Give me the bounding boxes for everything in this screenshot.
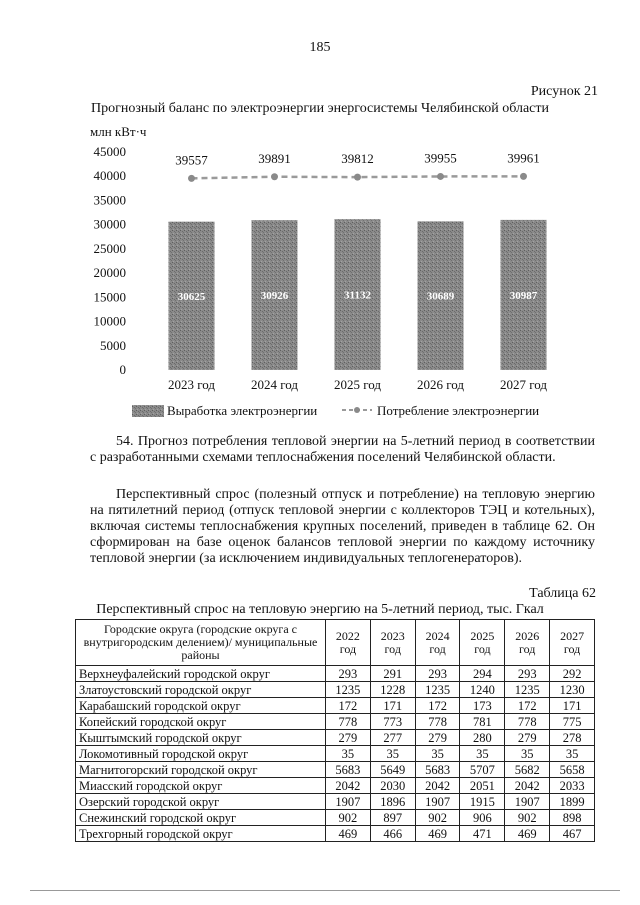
table-body (76, 666, 595, 842)
row-name: Верхнеуфалейский городской округ (76, 666, 326, 682)
y-tick-label: 25000 (93, 240, 126, 256)
bar-value-label: 31132 (344, 289, 371, 302)
table-row (76, 762, 595, 778)
y-tick-label: 10000 (93, 313, 126, 329)
row-value: 781 (460, 714, 505, 730)
y-tick-label: 15000 (93, 289, 126, 305)
row-value: 1235 (326, 682, 371, 698)
row-value: 5658 (550, 762, 595, 778)
row-value: 5649 (370, 762, 415, 778)
line-value-label: 39891 (258, 150, 291, 166)
table-row (76, 826, 595, 842)
row-value: 1907 (415, 794, 460, 810)
table-row (76, 666, 595, 682)
figure-title: Прогнозный баланс по электроэнергии энергосистемы Челябинской области (90, 101, 549, 116)
row-value: 902 (326, 810, 371, 826)
row-value: 35 (370, 746, 415, 762)
row-value: 902 (505, 810, 550, 826)
row-name: Трехгорный городской округ (76, 826, 326, 842)
header-year: 2024 год (415, 620, 460, 666)
y-tick-label: 35000 (93, 192, 126, 208)
page-number: 185 (309, 40, 331, 55)
consumption-point (271, 173, 278, 180)
row-value: 292 (550, 666, 595, 682)
row-value: 279 (326, 730, 371, 746)
row-value: 467 (550, 826, 595, 842)
row-value: 279 (505, 730, 550, 746)
line-value-label: 39961 (507, 150, 540, 166)
row-value: 35 (326, 746, 371, 762)
row-value: 172 (326, 698, 371, 714)
line-value-label: 39955 (424, 150, 457, 166)
header-name: Городские округа (городские округа с внутригородским делением)/ муниципальные районы (76, 620, 326, 666)
row-value: 1235 (415, 682, 460, 698)
y-tick-label: 0 (119, 362, 126, 377)
x-tick-label: 2026 год (417, 377, 464, 392)
row-value: 469 (415, 826, 460, 842)
row-value: 1915 (460, 794, 505, 810)
row-value: 1240 (460, 682, 505, 698)
table-row (76, 730, 595, 746)
row-value: 294 (460, 666, 505, 682)
consumption-point (437, 173, 444, 180)
row-value: 35 (460, 746, 505, 762)
header-year: 2023 год (370, 620, 415, 666)
row-value: 279 (415, 730, 460, 746)
row-name: Миасский городской округ (76, 778, 326, 794)
row-value: 897 (370, 810, 415, 826)
line-value-label: 39557 (175, 152, 208, 168)
row-value: 5682 (505, 762, 550, 778)
row-value: 471 (460, 826, 505, 842)
line-value-label: 39812 (341, 151, 374, 167)
legend-bar-swatch (132, 405, 164, 417)
legend-line-label: Потребление электроэнергии (377, 403, 540, 418)
table-row (76, 682, 595, 698)
row-value: 778 (505, 714, 550, 730)
y-tick-label: 30000 (93, 216, 126, 232)
row-value: 293 (326, 666, 371, 682)
row-value: 2030 (370, 778, 415, 794)
row-value: 2051 (460, 778, 505, 794)
row-value: 469 (505, 826, 550, 842)
x-tick-label: 2024 год (251, 377, 298, 392)
row-value: 466 (370, 826, 415, 842)
header-year: 2026 год (505, 620, 550, 666)
row-value: 280 (460, 730, 505, 746)
row-value: 773 (370, 714, 415, 730)
row-value: 35 (415, 746, 460, 762)
row-value: 775 (550, 714, 595, 730)
row-value: 906 (460, 810, 505, 826)
row-name: Кыштымский городской округ (76, 730, 326, 746)
table-row (76, 778, 595, 794)
table-label: Таблица 62 (529, 586, 596, 601)
row-value: 277 (370, 730, 415, 746)
bar-value-label: 30926 (260, 290, 289, 303)
header-year: 2027 год (550, 620, 595, 666)
row-value: 5683 (326, 762, 371, 778)
row-name: Копейский городской округ (76, 714, 326, 730)
row-value: 5683 (415, 762, 460, 778)
consumption-point (354, 174, 361, 181)
header-year: 2022 год (326, 620, 371, 666)
legend-bar-label: Выработка электроэнергии (167, 403, 318, 418)
row-value: 898 (550, 810, 595, 826)
y-tick-label: 5000 (100, 337, 126, 353)
row-value: 902 (415, 810, 460, 826)
y-axis-label: млн кВт·ч (90, 124, 147, 139)
row-value: 35 (505, 746, 550, 762)
row-value: 171 (550, 698, 595, 714)
table-row (76, 746, 595, 762)
electricity-balance-chart (60, 118, 590, 428)
consumption-point (520, 173, 527, 180)
row-value: 1907 (505, 794, 550, 810)
bar-value-label: 30689 (426, 290, 455, 303)
row-value: 5707 (460, 762, 505, 778)
row-value: 1899 (550, 794, 595, 810)
row-name: Магнитогорский городской округ (76, 762, 326, 778)
row-value: 778 (415, 714, 460, 730)
header-year: 2025 год (460, 620, 505, 666)
legend-line-marker (354, 407, 360, 413)
figure-label: Рисунок 21 (530, 84, 598, 99)
table-header-row (76, 620, 595, 666)
y-tick-label: 40000 (93, 168, 126, 184)
row-name: Снежинский городской округ (76, 810, 326, 826)
row-value: 1896 (370, 794, 415, 810)
table-title: Перспективный спрос на тепловую энергию на 5-летний период, тыс. Гкал (96, 602, 544, 617)
row-value: 35 (550, 746, 595, 762)
x-tick-label: 2023 год (168, 377, 215, 392)
x-tick-label: 2027 год (500, 377, 547, 392)
row-value: 172 (505, 698, 550, 714)
row-name: Локомотивный городской округ (76, 746, 326, 762)
chart-svg (60, 118, 590, 428)
y-tick-label: 20000 (93, 265, 126, 281)
x-tick-label: 2025 год (334, 377, 381, 392)
row-value: 1235 (505, 682, 550, 698)
bar-value-label: 30987 (509, 289, 538, 302)
row-value: 778 (326, 714, 371, 730)
row-name: Карабашский городской округ (76, 698, 326, 714)
table-row (76, 714, 595, 730)
table-row (76, 794, 595, 810)
paragraph-demand: Перспективный спрос (полезный отпуск и потребление) на тепловую энергию на пятилетний период (отпуск тепловой энергии с коллекторов ТЭЦ и котельных), включая системы теплоснабжения крупных поселений, приведен в таблице 62. Он сформирован на базе оценок балансов тепловой энергии по каждому источнику тепловой энергии (за исключением индивидуальных теплогенераторов). (90, 487, 595, 566)
row-value: 171 (370, 698, 415, 714)
row-value: 2042 (326, 778, 371, 794)
row-value: 293 (505, 666, 550, 682)
table-row (76, 698, 595, 714)
row-value: 2033 (550, 778, 595, 794)
row-value: 278 (550, 730, 595, 746)
page-bottom-rule (30, 890, 620, 891)
y-tick-label: 45000 (93, 144, 126, 159)
row-name: Златоустовский городской округ (76, 682, 326, 698)
row-value: 1230 (550, 682, 595, 698)
row-value: 2042 (415, 778, 460, 794)
row-value: 291 (370, 666, 415, 682)
row-value: 173 (460, 698, 505, 714)
row-value: 469 (326, 826, 371, 842)
row-value: 293 (415, 666, 460, 682)
row-value: 1907 (326, 794, 371, 810)
paragraph-54: 54. Прогноз потребления тепловой энергии на 5-летний период в соответствии с разработанными схемами теплоснабжения поселений Челябинской области. (90, 434, 595, 465)
consumption-point (188, 175, 195, 182)
row-name: Озерский городской округ (76, 794, 326, 810)
row-value: 2042 (505, 778, 550, 794)
row-value: 172 (415, 698, 460, 714)
bar-value-label: 30625 (177, 290, 206, 303)
table-row (76, 810, 595, 826)
heat-demand-table (75, 619, 595, 842)
row-value: 1228 (370, 682, 415, 698)
